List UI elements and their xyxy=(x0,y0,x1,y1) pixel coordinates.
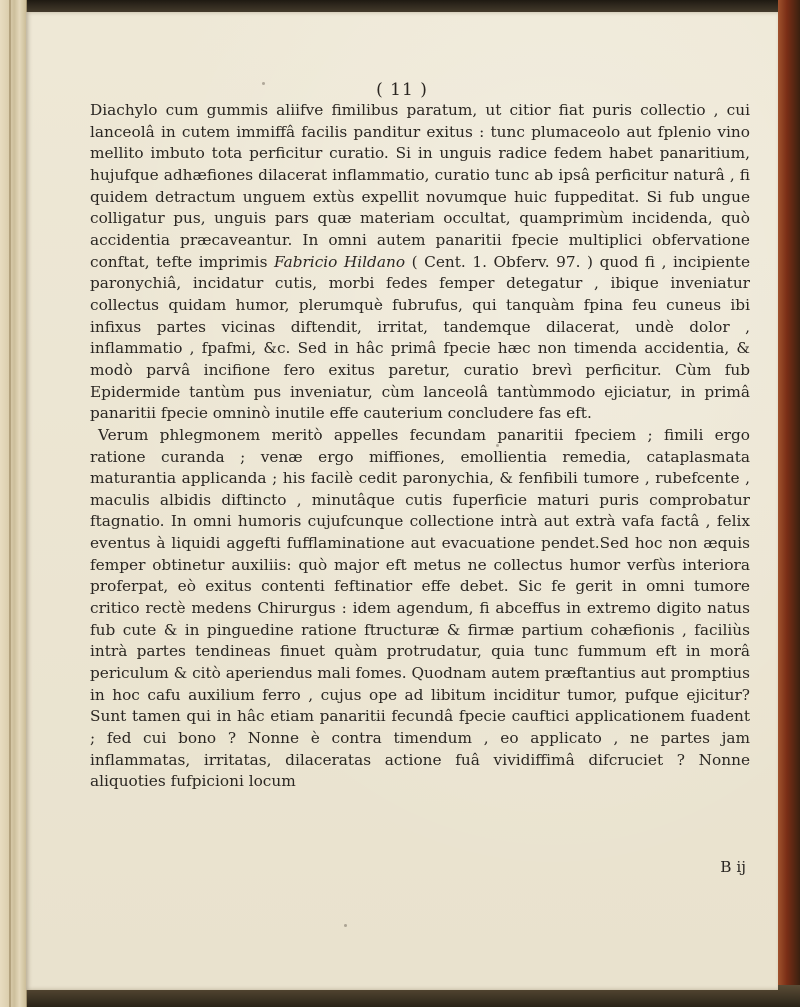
signature-mark: B ij xyxy=(720,858,746,876)
ink-speck xyxy=(496,444,499,447)
ink-speck xyxy=(262,82,265,85)
text-segment: Verum phlegmonem meritò appelles fecundam panaritii fpeciem ; fimili ergo ratione curanda ; venæ ergo miffiones, emollientia remedia, cataplasmata maturantia applicanda ; his facilè cedit paronychia, & fenfibili tumore , rubefcente , maculis albidis diftinctо , minutâque cutis fuperficie maturi puris comprobatur ftagnatio. In omni humoris cujufcunque collectione intrà aut extrà vafa factâ , felix eventus à liquidi aggefti fufflaminatione aut evacuatione pendet.Sed hoc non æquis femper obtinetur auxiliis: quò major eft metus ne collectus humor verfùs interiora proferpat, eò exitus contenti feftinatior effe debet. Sic fe gerit in omni tumore critico rectè medens Chirurgus : idem agendum, fi abceffus in extremo digito natus fub cute & in pinguedine ratione ftructuræ & firmæ partium cohæfionis , faciliùs intrà partes tendineas finuet quàm protrudatur, quia tunc fummum eft in morâ periculum & citò aperiendus mali fomes. Quodnam autem præftantius aut promptius in hoc cafu auxilium ferro , cujus ope ad libitum inciditur tumor, pufque ejicitur? Sunt tamen qui in hâc etiam panaritii fecundâ fpecie cauftici applicationem fuadent ; fed cui bono ? Nonne è contra timendum , eo applicato , ne partes jam inflammatas, irritatas, dilaceratas actione fuâ vividiffimâ difcruciet ? Nonne aliquoties fufpicioni locum xyxy=(90,425,750,791)
ink-speck xyxy=(344,924,347,927)
paragraph-2 xyxy=(90,425,750,793)
text-segment: Diachylo cum gummis aliifve fimilibus paratum, ut citior fiat puris collectio , cui lanceolâ in cutem immiffâ facilis panditur exitus : tunc plumaceolo aut fplenio vino mellito imbuto tota perficitur curatio. Si in unguis radice fedem habet panaritium, hujufque adhæfiones dilacerat inflammatio, curatio tunc ab ipsâ perficitur naturâ , fi quidem detractum unguem extùs expellit novumque huic fuppeditat. Si fub ungue colligatur pus, unguis pars quæ materiam occultat, quamprimùm incidenda, quò accidentia præcaveantur. In omni autem panaritii fpecie multiplici obfervatione conftat, tefte imprimis xyxy=(90,101,750,271)
paragraph-1 xyxy=(90,100,750,425)
text-segment: ( Cent. 1. Obferv. 97. ) quod fi , incipiente paronychiâ, incidatur cutis, morbi fedes femper detegatur , ibique inveniatur collectus quidam humor, plerumquè fubrufus, qui tanquàm fpina feu cuneus ibi infixus partes vicinas diftendit, irritat, tandemque dilacerat, undè dolor , inflammatio , fpafmi, &c. Sed in hâc primâ fpecie hæc non timenda accidentia, & modò parvâ incifione fero exitus paretur, curatio brevì perficitur. Cùm fub Epidermide tantùm pus inveniatur, cùm lanceolâ tantùmmodo ejiciatur, in primâ panaritii fpecie omninò inutile effe cauterium concludere fas eft. xyxy=(90,252,751,423)
scan-border-right xyxy=(778,0,800,1007)
author-name-italic: Fabricio Hildano xyxy=(274,252,406,271)
book-page xyxy=(26,12,778,990)
page-number: ( 11 ) xyxy=(376,80,428,100)
body-text xyxy=(90,100,750,793)
book-gutter xyxy=(0,0,27,1007)
